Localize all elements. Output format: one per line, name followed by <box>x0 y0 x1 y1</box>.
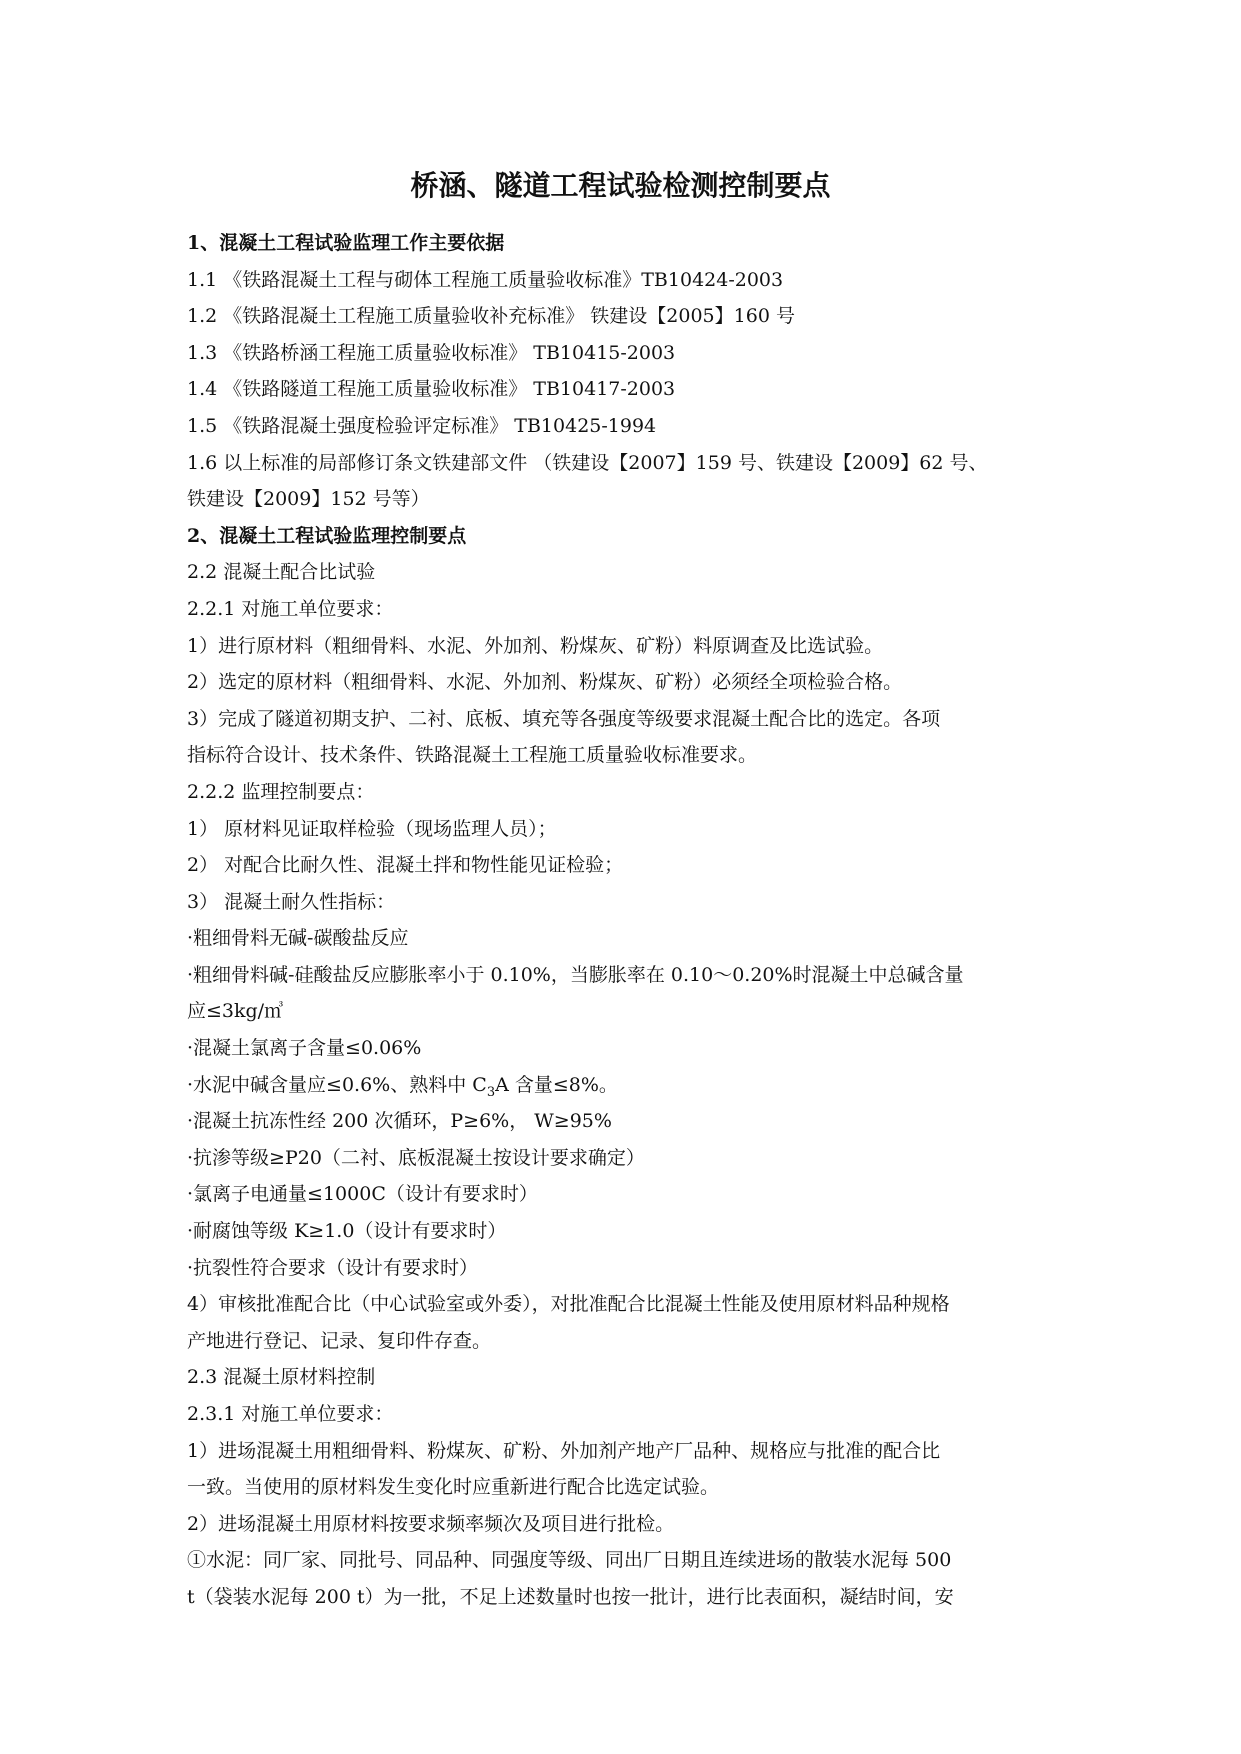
paragraph-line: 2）进场混凝土用原材料按要求频率频次及项目进行批检。 <box>187 1512 675 1535</box>
section-heading-1: 1、混凝土工程试验监理工作主要依据 <box>187 232 505 254</box>
paragraph-line: 一致。当使用的原材料发生变化时应重新进行配合比选定试验。 <box>187 1476 720 1499</box>
section-heading-2: 2、混凝土工程试验监理控制要点 <box>187 524 467 547</box>
paragraph-line: 2.3.1 对施工单位要求： <box>187 1403 394 1425</box>
paragraph-line: ①水泥：同厂家、同批号、同品种、同强度等级、同出厂日期且连续进场的散装水泥每 500 <box>187 1549 952 1572</box>
paragraph-line: 3）完成了隧道初期支护、二衬、底板、填充等各强度等级要求混凝土配合比的选定。各项 <box>187 707 941 730</box>
paragraph-line: 4）审核批准配合比（中心试验室或外委），对批准配合比混凝土性能及使用原材料品种规格 <box>187 1293 950 1316</box>
bullet-line: ·耐腐蚀等级 K≥1.0（设计有要求时） <box>187 1220 507 1243</box>
bullet-line: ·粗细骨料碱-硅酸盐反应膨胀率小于 0.10%，当膨胀率在 0.10～0.20%时混凝土中总碱含量 <box>187 963 964 986</box>
paragraph-line: 2.3 混凝土原材料控制 <box>187 1366 376 1389</box>
bullet-line: ·抗裂性符合要求（设计有要求时） <box>187 1256 479 1279</box>
text-run: A 含量≤8%。 <box>495 1073 618 1096</box>
bullet-line: ·粗细骨料无碱-碳酸盐反应 <box>187 927 409 950</box>
paragraph-line: 2）选定的原材料（粗细骨料、水泥、外加剂、粉煤灰、矿粉）必须经全项检验合格。 <box>187 671 903 694</box>
paragraph-line: 2.2.1 对施工单位要求： <box>187 597 394 620</box>
text-run: ·水泥中碱含量应≤0.6%、熟料中 C <box>187 1073 487 1096</box>
paragraph-line: 1）进场混凝土用粗细骨料、粉煤灰、矿粉、外加剂产地产厂品种、规格应与批准的配合比 <box>187 1439 941 1462</box>
bullet-line: ·混凝土抗冻性经 200 次循环，P≥6%， W≥95% <box>187 1110 612 1133</box>
paragraph-line: 铁建设【2009】152 号等） <box>187 488 430 511</box>
paragraph-line: 1.6 以上标准的局部修订条文铁建部文件 （铁建设【2007】159 号、铁建设【2009】62 号、 <box>187 451 988 474</box>
paragraph-line: 应≤3kg/㎥ <box>187 1000 284 1023</box>
paragraph-line: 1）进行原材料（粗细骨料、水泥、外加剂、粉煤灰、矿粉）料原调查及比选试验。 <box>187 634 884 657</box>
paragraph-line: 3） 混凝土耐久性指标： <box>187 890 396 913</box>
paragraph-line: 2） 对配合比耐久性、混凝土拌和物性能见证检验； <box>187 854 624 877</box>
paragraph-line: 1.3 《铁路桥涵工程施工质量验收标准》 TB10415-2003 <box>187 341 676 364</box>
paragraph-line: 1.5 《铁路混凝土强度检验评定标准》 TB10425-1994 <box>187 414 657 437</box>
paragraph-line: 1） 原材料见证取样检验（现场监理人员）； <box>187 817 557 840</box>
paragraph-line: t（袋装水泥每 200 t）为一批，不足上述数量时也按一批计，进行比表面积，凝结时间，安 <box>187 1585 954 1608</box>
document-body <box>187 225 1067 1616</box>
paragraph-line: 1.4 《铁路隧道工程施工质量验收标准》 TB10417-2003 <box>187 378 676 401</box>
document-title: 桥涵、隧道工程试验检测控制要点 <box>410 169 831 202</box>
paragraph-line: 1.2 《铁路混凝土工程施工质量验收补充标准》 铁建设【2005】160 号 <box>187 305 795 328</box>
bullet-line: ·抗渗等级≥P20（二衬、底板混凝土按设计要求确定） <box>187 1146 645 1169</box>
paragraph-line: 2.2 混凝土配合比试验 <box>187 561 376 584</box>
bullet-line: ·混凝土氯离子含量≤0.06% <box>187 1037 422 1060</box>
subscript: 3 <box>486 1084 496 1100</box>
paragraph-line: 2.2.2 监理控制要点： <box>187 780 375 803</box>
bullet-line: ·氯离子电通量≤1000C（设计有要求时） <box>187 1183 538 1206</box>
paragraph-line: 1.1 《铁路混凝土工程与砌体工程施工质量验收标准》TB10424-2003 <box>187 268 784 291</box>
paragraph-line: 指标符合设计、技术条件、铁路混凝土工程施工质量验收标准要求。 <box>187 744 758 767</box>
bullet-line <box>187 1067 1067 1104</box>
paragraph-line: 产地进行登记、记录、复印件存查。 <box>187 1329 492 1352</box>
